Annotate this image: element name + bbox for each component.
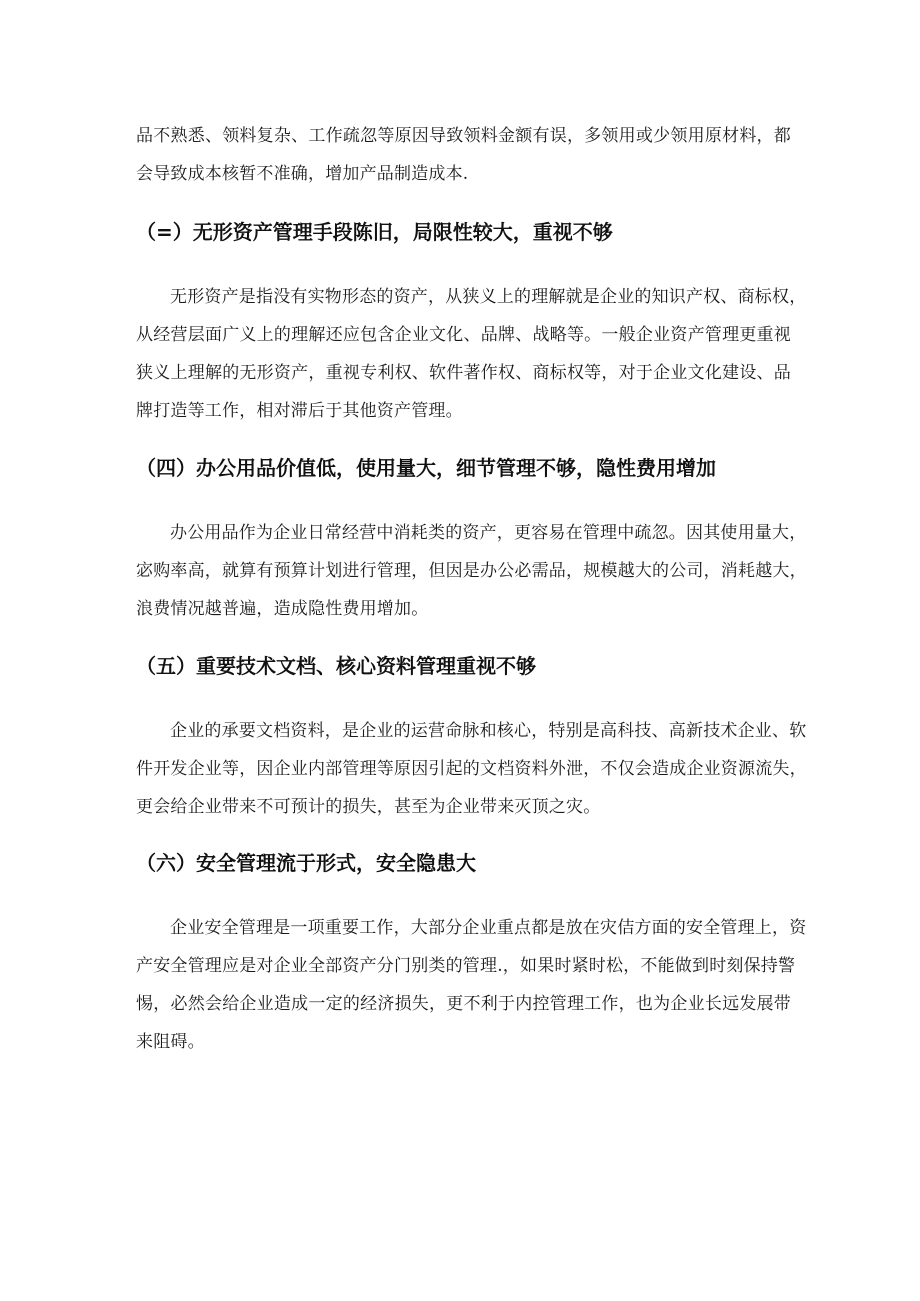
paragraph-line: 无形资产是指没有实物形态的资产，从狭义上的理解就是企业的知识产权、商标权， [170, 287, 807, 307]
paragraph-line: 从经营层面广义上的理解还应包含企业文化、品牌、战略等。一般企业资产管理更重视 [136, 325, 791, 345]
paragraph-line: 件开发企业等，因企业内部管理等原因引起的文档资料外泄，不仅会造成企业资源流失， [136, 759, 807, 779]
paragraph-intangible-assets [136, 278, 807, 430]
paragraph-line: 产安全管理应是对企业全部资产分门别类的管理.，如果时紧时松，不能做到时刻保持警 [136, 956, 796, 976]
paragraph-line: 办公用品作为企业日常经营中消耗类的资产，更容易在管理中疏忽。因其使用量大， [170, 523, 807, 543]
paragraph-line: 会导致成本核暂不准确，增加产品制造成本. [136, 164, 469, 184]
section-heading-technical-documents: （五）重要技术文档、核心资料管理重视不够 [136, 654, 536, 678]
paragraph-line: 品不熟悉、领料复杂、工作疏忽等原因导致领料金额有误，多领用或少领用原材料，都 [136, 126, 791, 146]
paragraph-line: 狭义上理解的无形资产，重视专利权、软件著作权、商标权等，对于企业文化建设、品 [136, 363, 791, 383]
paragraph-line: 惕，必然会给企业造成一定的经济损失，更不利于内控管理工作，也为企业长远发展带 [136, 994, 791, 1014]
section-heading-office-supplies: （四）办公用品价值低，使用量大，细节管理不够，隐性费用增加 [136, 456, 716, 480]
paragraph-line: 更会给企业带来不可预计的损失，甚至为企业带来灭顶之灾。 [136, 797, 601, 817]
section-heading-intangible-assets: （=）无形资产管理手段陈旧，局限性较大，重视不够 [136, 220, 613, 244]
paragraph-line: 企业的承要文档资料，是企业的运营命脉和核心，特别是高科技、高新技术企业、软 [170, 721, 807, 741]
paragraph-line: 牌打造等工作，相对滞后于其他资产管理。 [136, 401, 463, 421]
section-heading-safety-management: （六）安全管理流于形式，安全隐患大 [136, 851, 476, 875]
paragraph-line: 浪费情况越普遍，造成隐性费用增加。 [136, 599, 429, 619]
paragraph-technical-documents [136, 712, 807, 826]
paragraph-line: 来阻碍。 [136, 1032, 205, 1052]
paragraph-line: 宓购率高，就算有预算计划进行管理，但因是办公必需品，规模越大的公司，消耗越大， [136, 561, 807, 581]
paragraph-safety-management [136, 909, 807, 1061]
paragraph-line: 企业安全管理是一项重要工作，大部分企业重点都是放在灾佶方面的安全管理上，资 [170, 918, 807, 938]
paragraph-continuation [136, 117, 791, 193]
paragraph-office-supplies [136, 514, 807, 628]
